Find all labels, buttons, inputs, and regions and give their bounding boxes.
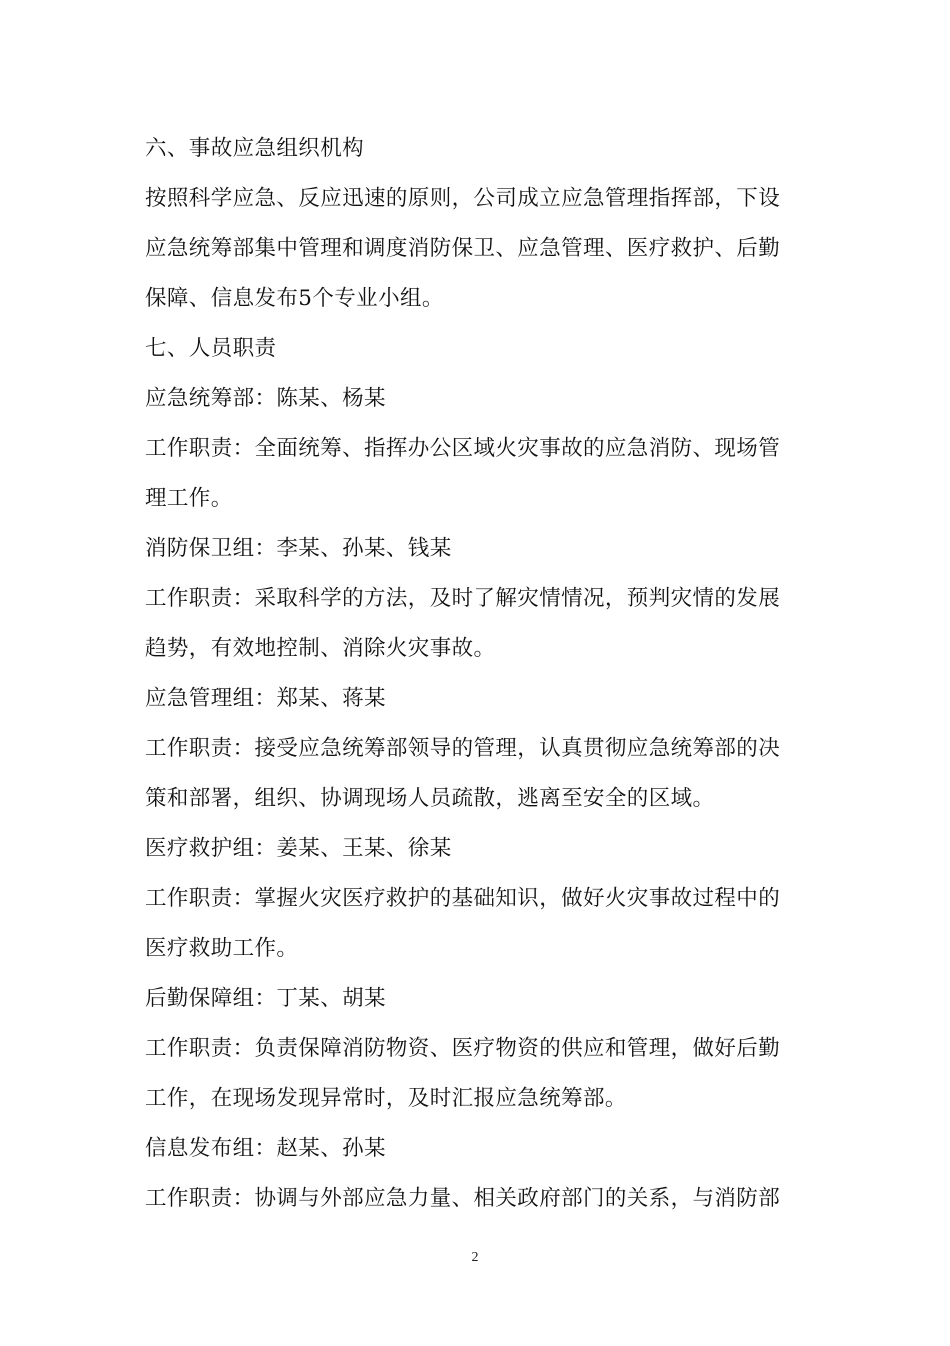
group-members-line: 后勤保障组：丁某、胡某 <box>145 986 386 1011</box>
duty-description-line: 工作职责：协调与外部应急力量、相关政府部门的关系，与消防部 <box>145 1186 781 1211</box>
group-members-line: 应急统筹部：陈某、杨某 <box>145 386 386 411</box>
duty-description-line: 趋势，有效地控制、消除火灾事故。 <box>145 636 496 661</box>
page-number: 2 <box>471 1250 479 1265</box>
duty-description-line: 医疗救助工作。 <box>145 936 299 961</box>
group-members-line: 医疗救护组：姜某、王某、徐某 <box>145 836 452 861</box>
duty-description-line: 工作职责：全面统筹、指挥办公区域火灾事故的应急消防、现场管 <box>145 436 781 461</box>
duty-description-line: 工作职责：掌握火灾医疗救护的基础知识，做好火灾事故过程中的 <box>145 886 781 911</box>
paragraph-line: 按照科学应急、反应迅速的原则，公司成立应急管理指挥部，下设 <box>145 186 781 211</box>
section-heading-duties: 七、人员职责 <box>145 336 277 361</box>
duty-description-line: 工作职责：采取科学的方法，及时了解灾情情况，预判灾情的发展 <box>145 586 781 611</box>
group-members-line: 信息发布组：赵某、孙某 <box>145 1136 386 1161</box>
group-members-line: 应急管理组：郑某、蒋某 <box>145 686 386 711</box>
group-members-line: 消防保卫组：李某、孙某、钱某 <box>145 536 452 561</box>
duty-description-line: 策和部署，组织、协调现场人员疏散，逃离至安全的区域。 <box>145 786 715 811</box>
duty-description-line: 工作，在现场发现异常时，及时汇报应急统筹部。 <box>145 1086 627 1111</box>
document-body <box>145 124 810 1224</box>
paragraph-line: 应急统筹部集中管理和调度消防保卫、应急管理、医疗救护、后勤 <box>145 236 781 261</box>
paragraph-line: 保障、信息发布5个专业小组。 <box>145 286 444 311</box>
duty-description-line: 工作职责：接受应急统筹部领导的管理，认真贯彻应急统筹部的决 <box>145 736 781 761</box>
duty-description-line: 理工作。 <box>145 486 233 511</box>
section-heading-organization: 六、事故应急组织机构 <box>145 136 365 161</box>
duty-description-line: 工作职责：负责保障消防物资、医疗物资的供应和管理，做好后勤 <box>145 1036 781 1061</box>
